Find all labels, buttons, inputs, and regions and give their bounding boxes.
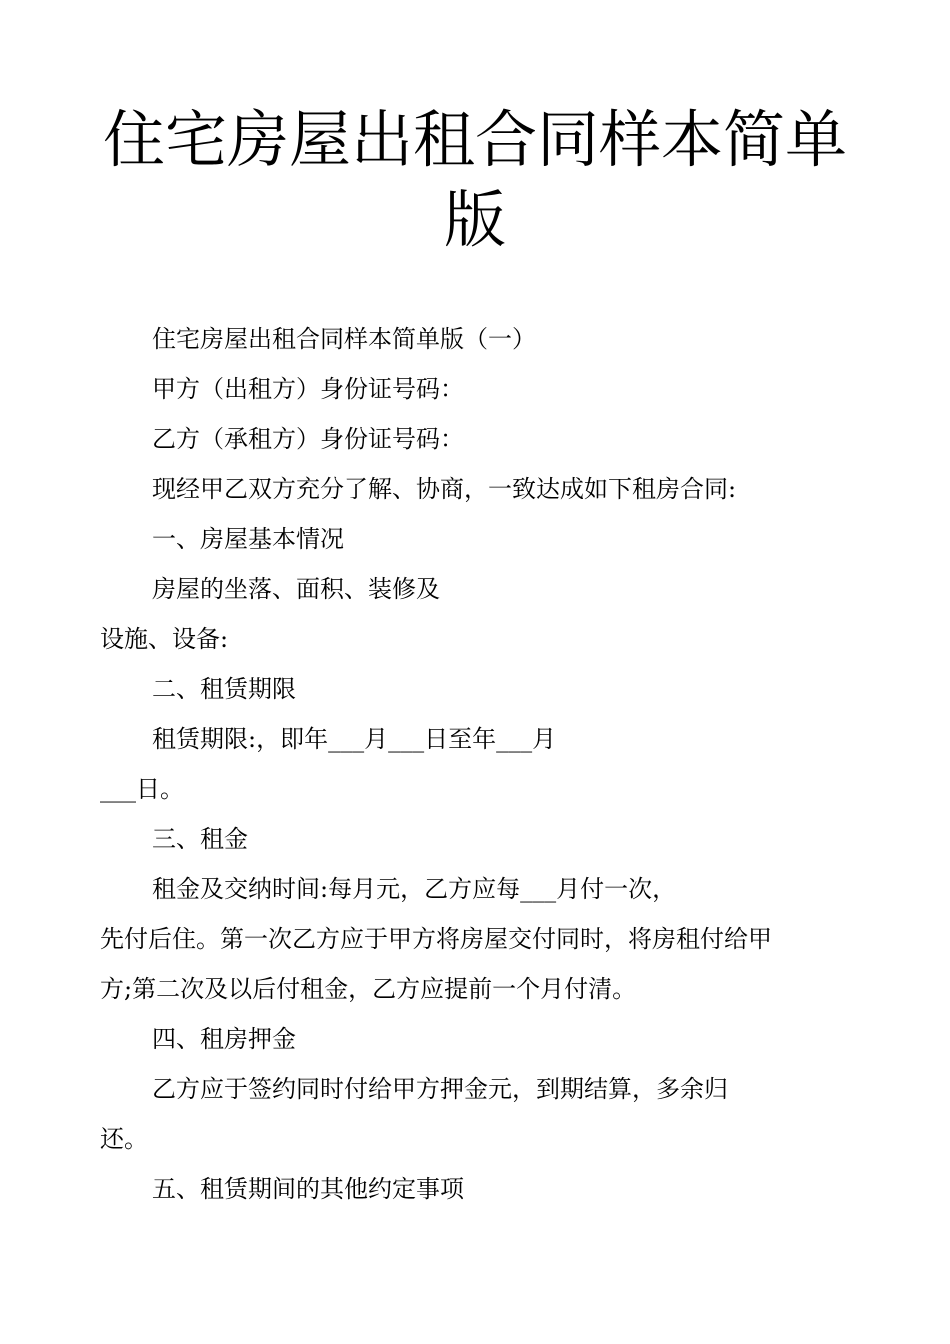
- paragraph-line: 还。: [100, 1125, 148, 1153]
- title-line-1: 住宅房屋出租合同样本简单: [102, 103, 847, 176]
- section-heading: 三、租金: [152, 825, 248, 853]
- section-heading: 一、房屋基本情况: [152, 525, 344, 553]
- document-title: [100, 100, 850, 260]
- paragraph-line: ___日。: [100, 775, 184, 803]
- paragraph-line: 乙方（承租方）身份证号码：: [152, 425, 464, 453]
- paragraph-line: 设施、设备:: [100, 625, 229, 653]
- section-heading: 五、租赁期间的其他约定事项: [152, 1175, 464, 1203]
- paragraph-line: 住宅房屋出租合同样本简单版（一）: [152, 325, 536, 353]
- section-heading: 二、租赁期限: [152, 675, 296, 703]
- paragraph-line: 先付后住。第一次乙方应于甲方将房屋交付同时，将房租付给甲: [100, 925, 772, 953]
- paragraph-line: 现经甲乙双方充分了解、协商，一致达成如下租房合同:: [152, 475, 737, 503]
- paragraph-line: 租金及交纳时间:每月元，乙方应每___月付一次，: [152, 875, 677, 903]
- paragraph-line: 方;第二次及以后付租金，乙方应提前一个月付清。: [100, 975, 637, 1003]
- section-heading: 四、租房押金: [152, 1025, 296, 1053]
- paragraph-line: 租赁期限:，即年___月___日至年___月: [152, 725, 557, 753]
- document-body: [100, 314, 830, 1214]
- paragraph-line: 甲方（出租方）身份证号码：: [152, 375, 464, 403]
- title-line-2: 版: [443, 183, 506, 256]
- paragraph-line: 乙方应于签约同时付给甲方押金元，到期结算，多余归: [152, 1075, 728, 1103]
- paragraph-line: 房屋的坐落、面积、装修及: [152, 575, 440, 603]
